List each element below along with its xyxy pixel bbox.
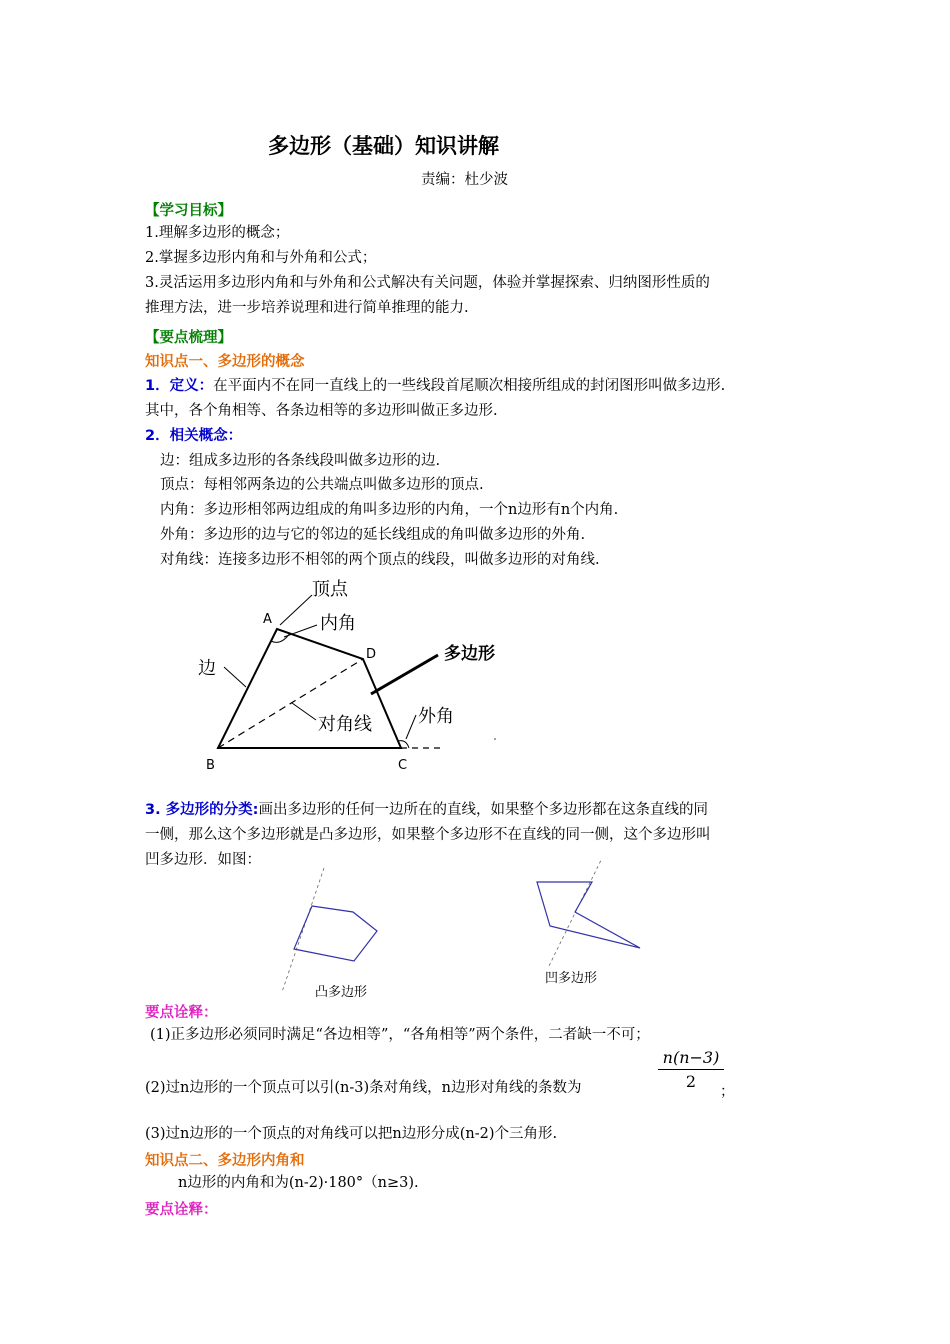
label-interior-angle: 内角 — [320, 613, 356, 634]
concave-polygon — [537, 882, 640, 948]
objectives-heading: 【学习目标】 — [145, 203, 232, 219]
definition-line — [145, 376, 725, 396]
objective-item-3-cont: 推理方法，进一步培养说理和进行简单推理的能力. — [145, 300, 469, 316]
classification-text-1: 画出多边形的任何一边所在的直线，如果整个多边形都在这条直线的同 — [258, 802, 708, 818]
diagonal-count-formula — [658, 1048, 724, 1091]
classification-text-2: 一侧，那么这个多边形就是凸多边形，如果整个多边形不在直线的同一侧，这个多边形叫 — [145, 827, 711, 843]
note-3: (3)过n边形的一个顶点的对角线可以把n边形分成(n-2)个三角形. — [145, 1126, 558, 1142]
polygon-pointer — [371, 655, 438, 694]
objective-item-2: 2.掌握多边形内角和与外角和公式； — [145, 250, 377, 266]
page-title: 多边形（基础）知识讲解 — [268, 134, 499, 158]
vertex-pointer — [280, 595, 312, 625]
convex-reference-line — [282, 868, 324, 992]
convex-concave-figure — [270, 860, 660, 1005]
definition-text: 在平面内不在同一直线上的一些线段首尾顺次相接所组成的封闭图形叫做多边形. — [213, 378, 726, 394]
interior-pointer — [284, 625, 317, 637]
note-2: (2)过n边形的一个顶点可以引(n-3)条对角线，n边形对角线的条数为 — [145, 1080, 582, 1096]
exterior-pointer — [406, 715, 416, 739]
point-a: A — [263, 612, 272, 627]
objective-item-1: 1.理解多边形的概念； — [145, 225, 290, 241]
label-vertex: 顶点 — [312, 579, 348, 600]
notes-heading-1: 要点诠释： — [145, 1005, 218, 1021]
concept-side: 边：组成多边形的各条线段叫做多边形的边. — [160, 453, 441, 469]
knowledge-point-1-title: 知识点一、多边形的概念 — [145, 354, 305, 370]
classification-text-3: 凹多边形．如图： — [145, 852, 261, 868]
side-pointer — [224, 667, 246, 687]
note-2-end: ； — [720, 1084, 735, 1100]
concept-diagonal: 对角线：连接多边形不相邻的两个顶点的线段，叫做多边形的对角线. — [160, 552, 600, 568]
formula-numerator: n(n−3) — [658, 1048, 724, 1070]
notes-heading-2: 要点诠释： — [145, 1202, 218, 1218]
convex-polygon — [294, 906, 377, 961]
note-1: (1)正多边形必须同时满足“各边相等”，“各角相等”两个条件，二者缺一不可； — [150, 1027, 650, 1043]
classification-label: 3. 多边形的分类: — [145, 802, 259, 818]
formula-denominator: 2 — [685, 1072, 697, 1091]
point-c: C — [398, 758, 408, 773]
keypoints-heading: 【要点梳理】 — [145, 330, 232, 346]
objective-item-3: 3.灵活运用多边形内角和与外角和公式解决有关问题，体验并掌握探索、归纳图形性质的 — [145, 275, 710, 291]
definition-text-2: 其中，各个角相等、各条边相等的多边形叫做正多边形. — [145, 403, 498, 419]
diagonal-pointer — [292, 703, 316, 720]
editor-line: 责编：杜少波 — [421, 172, 508, 188]
polygon-concept-figure — [180, 575, 540, 780]
label-exterior-angle: 外角 — [418, 706, 454, 727]
point-d: D — [366, 647, 377, 662]
concept-exterior-angle: 外角：多边形的边与它的邻边的延长线组成的角叫做多边形的外角. — [160, 527, 586, 543]
knowledge-point-2-title: 知识点二、多边形内角和 — [145, 1153, 305, 1169]
classification-line-1 — [145, 800, 708, 820]
concave-caption: 凹多边形 — [545, 971, 598, 986]
concept-vertex: 顶点：每相邻两条边的公共端点叫做多边形的顶点. — [160, 477, 484, 493]
concept-interior-angle: 内角：多边形相邻两边组成的角叫多边形的内角，一个n边形有n个内角. — [160, 502, 619, 518]
convex-caption: 凸多边形 — [315, 985, 368, 1000]
label-side: 边 — [198, 658, 216, 679]
label-polygon: 多边形 — [444, 644, 495, 664]
related-concepts-label: 2．相关概念： — [145, 428, 243, 444]
point-b: B — [206, 758, 215, 773]
interior-angle-sum: n边形的内角和为(n-2)·180°（n≥3). — [178, 1175, 419, 1191]
concave-reference-line — [548, 860, 606, 968]
stray-dot — [494, 738, 496, 740]
definition-label: 1．定义： — [145, 378, 214, 394]
label-diagonal: 对角线 — [318, 714, 372, 735]
